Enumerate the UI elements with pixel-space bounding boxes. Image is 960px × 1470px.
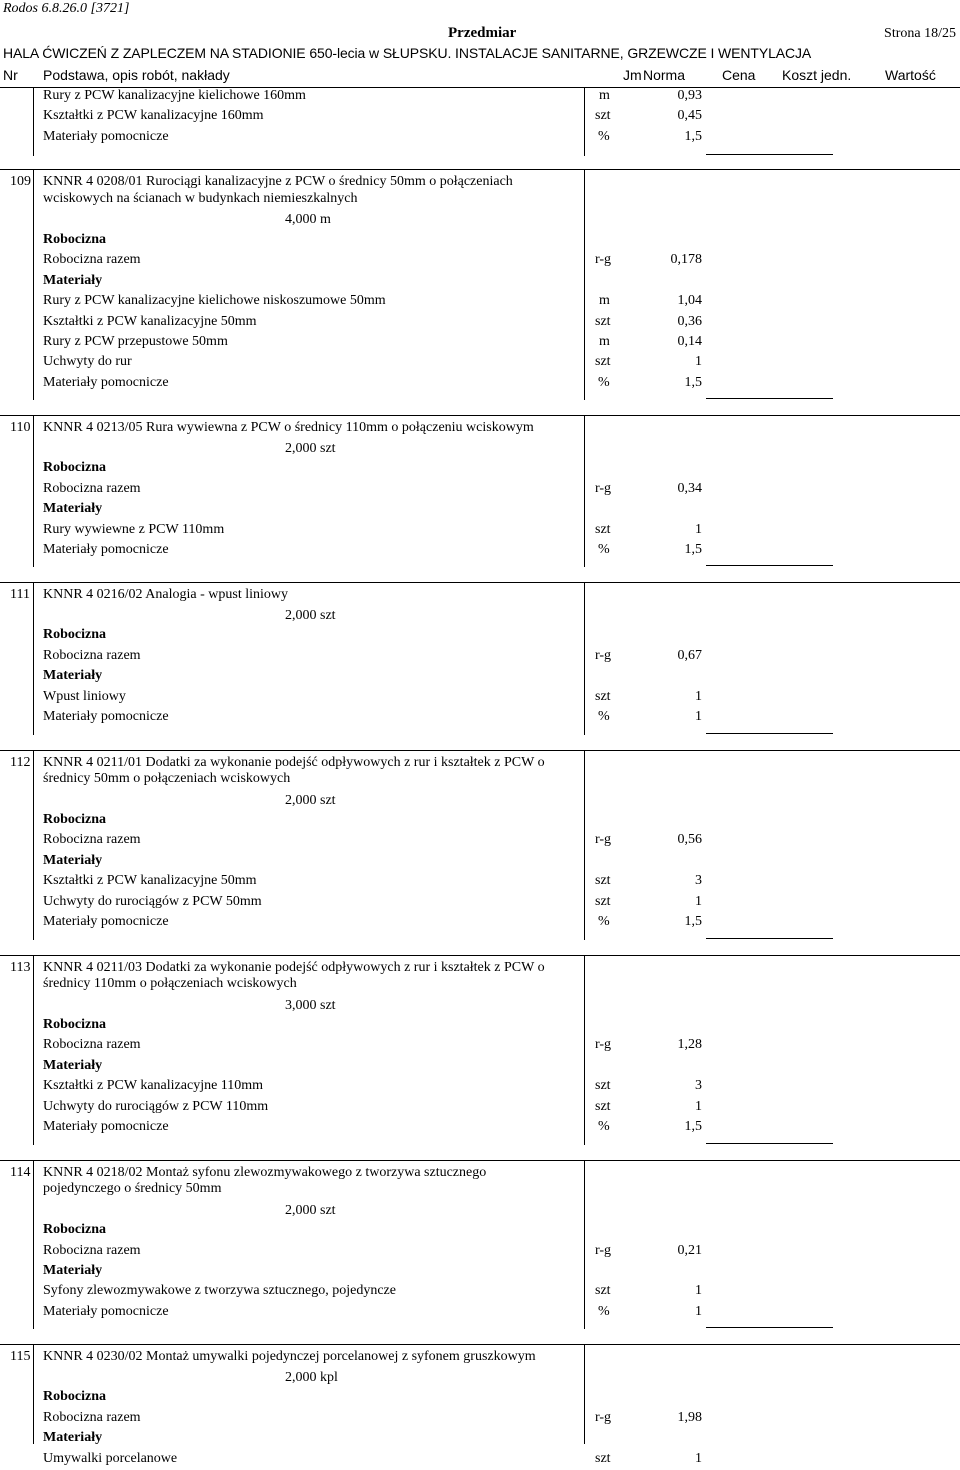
norma-cell: 0,178	[670, 252, 702, 268]
table-row	[0, 1242, 960, 1262]
resource-name: Syfony zlewozmywakowe z tworzywa sztucznego, pojedyncze	[43, 1283, 396, 1299]
norma-cell: 0,21	[677, 1242, 702, 1258]
norma-cell: 1,98	[677, 1409, 702, 1425]
table-row	[0, 87, 960, 107]
project-title: HALA ĆWICZEŃ Z ZAPLECZEM NA STADIONIE 650-lecia w SŁUPSKU. INSTALACJE SANITARNE, GRZEWCZE I WENTYLACJA	[3, 45, 812, 61]
table-row	[0, 1303, 960, 1323]
resource-name: Materiały pomocnicze	[43, 709, 169, 725]
resource-name: Materiały pomocnicze	[43, 1119, 169, 1135]
software-label: Rodos 6.8.26.0 [3721]	[3, 1, 130, 16]
table-row	[0, 333, 960, 353]
section-label: Robocizna	[43, 1222, 106, 1238]
unit-cell: szt	[595, 313, 611, 329]
resource-name: Umywalki porcelanowe	[43, 1450, 178, 1466]
table-row	[0, 667, 960, 687]
table-vertical-rule	[33, 955, 34, 1145]
table-horizontal-rule	[706, 938, 833, 939]
col-nr: Nr	[3, 67, 18, 83]
table-row	[0, 893, 960, 913]
norma-cell: 1	[695, 1450, 702, 1466]
resource-name: Materiały pomocnicze	[43, 1303, 169, 1319]
resource-name: Rury z PCW kanalizacyjne kielichowe niskoszumowe 50mm	[43, 293, 386, 309]
item-number: 114	[10, 1164, 31, 1180]
unit-cell: szt	[595, 1078, 611, 1094]
section-label: Robocizna	[43, 460, 106, 476]
unit-cell: r-g	[595, 1037, 612, 1053]
resource-name: Robocizna razem	[43, 832, 141, 848]
item-number: 109	[10, 174, 31, 190]
item-quantity: 2,000 szt	[285, 607, 336, 623]
table-horizontal-rule	[0, 1160, 960, 1161]
table-row	[0, 1282, 960, 1302]
table-row	[0, 811, 960, 831]
unit-cell: %	[598, 709, 610, 725]
resource-name: Rury z PCW przepustowe 50mm	[43, 333, 228, 349]
norma-cell: 1,5	[684, 1119, 702, 1135]
item-number: 115	[10, 1349, 31, 1365]
norma-cell: 1,04	[677, 293, 702, 309]
norma-cell: 0,93	[677, 88, 702, 103]
unit-cell: r-g	[595, 1409, 612, 1425]
table-vertical-rule	[584, 750, 585, 940]
resource-name: Robocizna razem	[43, 647, 141, 663]
norma-cell: 1	[695, 1098, 702, 1114]
table-row	[0, 251, 960, 271]
norma-cell: 1	[695, 521, 702, 537]
table-row	[0, 1118, 960, 1138]
item-title: KNNR 4 0218/02 Montaż syfonu zlewozmywakowego z tworzywa sztucznego	[43, 1164, 487, 1180]
table-row	[0, 1429, 960, 1449]
table-row	[0, 647, 960, 667]
table-horizontal-rule	[706, 398, 833, 399]
item-quantity: 2,000 kpl	[285, 1369, 338, 1385]
section-label: Materiały	[43, 1430, 103, 1446]
section-label: Robocizna	[43, 231, 106, 247]
item-number: 110	[10, 420, 31, 436]
table-row	[0, 541, 960, 561]
section-label: Materiały	[43, 501, 103, 517]
item-title: KNNR 4 0230/02 Montaż umywalki pojedynczej porcelanowej z syfonem gruszkowym	[43, 1349, 536, 1365]
resource-name: Robocizna razem	[43, 1409, 141, 1425]
item-title-continued: średnicy 110mm o połączeniach wciskowych	[43, 976, 297, 992]
section-label: Robocizna	[43, 1389, 106, 1405]
item-quantity: 3,000 szt	[285, 997, 336, 1013]
table-row	[0, 313, 960, 333]
table-vertical-rule	[584, 169, 585, 400]
unit-cell: %	[598, 1119, 610, 1135]
item-quantity: 2,000 szt	[285, 1202, 336, 1218]
table-row	[0, 107, 960, 127]
item-quantity: 2,000 szt	[285, 440, 336, 456]
item-title: KNNR 4 0211/03 Dodatki za wykonanie podejść odpływowych z rur i kształtek z PCW o	[43, 959, 545, 975]
col-wartosc: Wartość	[885, 67, 936, 83]
table-row	[0, 521, 960, 541]
table-vertical-rule	[584, 1344, 585, 1444]
table-vertical-rule	[584, 582, 585, 734]
unit-cell: m	[599, 293, 610, 309]
table-horizontal-rule	[0, 1344, 960, 1345]
unit-cell: m	[599, 88, 610, 103]
table-horizontal-rule	[706, 1143, 833, 1144]
item-title: KNNR 4 0213/05 Rura wywiewna z PCW o średnicy 110mm o połączeniu wciskowym	[43, 420, 534, 436]
unit-cell: szt	[595, 521, 611, 537]
norma-cell: 0,34	[677, 480, 702, 496]
unit-cell: %	[598, 128, 610, 144]
norma-cell: 1	[695, 688, 702, 704]
item-number: 111	[10, 587, 30, 603]
item-quantity: 4,000 m	[285, 212, 331, 228]
table-row	[0, 353, 960, 373]
resource-name: Kształtki z PCW kanalizacyjne 50mm	[43, 873, 257, 889]
table-vertical-rule	[33, 87, 34, 156]
table-row	[0, 852, 960, 872]
table-row	[0, 292, 960, 312]
norma-cell: 0,45	[677, 108, 702, 124]
resource-name: Robocizna razem	[43, 1037, 141, 1053]
document-title: Przedmiar	[448, 25, 517, 41]
norma-cell: 0,36	[677, 313, 702, 329]
section-label: Materiały	[43, 668, 103, 684]
item-title-continued: pojedynczego o średnicy 50mm	[43, 1181, 222, 1197]
table-row	[0, 831, 960, 851]
norma-cell: 0,67	[677, 647, 702, 663]
resource-name: Kształtki z PCW kanalizacyjne 160mm	[43, 108, 264, 124]
norma-cell: 1	[695, 1303, 702, 1319]
resource-name: Uchwyty do rur	[43, 354, 132, 370]
section-label: Materiały	[43, 1057, 103, 1073]
table-vertical-rule	[33, 582, 34, 734]
resource-name: Materiały pomocnicze	[43, 914, 169, 930]
resource-name: Uchwyty do rurociągów z PCW 50mm	[43, 893, 262, 909]
resource-name: Materiały pomocnicze	[43, 374, 169, 390]
resource-name: Robocizna razem	[43, 252, 141, 268]
resource-name: Wpust liniowy	[43, 688, 126, 704]
table-row	[0, 708, 960, 728]
norma-cell: 1,5	[684, 128, 702, 144]
table-row	[0, 459, 960, 479]
unit-cell: r-g	[595, 1242, 612, 1258]
table-row	[0, 231, 960, 251]
resource-name: Uchwyty do rurociągów z PCW 110mm	[43, 1098, 269, 1114]
resource-name: Robocizna razem	[43, 480, 141, 496]
table-vertical-rule	[584, 1160, 585, 1330]
unit-cell: %	[598, 542, 610, 557]
unit-cell: szt	[595, 893, 611, 909]
table-row	[0, 500, 960, 520]
table-row	[0, 1057, 960, 1077]
table-horizontal-rule	[0, 750, 960, 751]
norma-cell: 0,56	[677, 832, 702, 848]
unit-cell: r-g	[595, 252, 612, 268]
unit-cell: szt	[595, 873, 611, 889]
table-row	[0, 480, 960, 500]
norma-cell: 0,14	[677, 333, 702, 349]
table-vertical-rule	[33, 169, 34, 400]
table-row	[0, 1262, 960, 1282]
unit-cell: %	[598, 374, 610, 390]
unit-cell: %	[598, 1303, 610, 1319]
norma-cell: 3	[695, 873, 702, 889]
item-number: 113	[10, 959, 31, 975]
table-row	[0, 626, 960, 646]
resource-name: Materiały pomocnicze	[43, 542, 169, 557]
page-number: Strona 18/25	[884, 26, 956, 41]
unit-cell: r-g	[595, 832, 612, 848]
table-vertical-rule	[33, 750, 34, 940]
item-quantity: 2,000 szt	[285, 792, 336, 808]
table-horizontal-rule	[0, 415, 960, 416]
section-label: Robocizna	[43, 1017, 106, 1032]
table-horizontal-rule	[706, 1327, 833, 1328]
resource-name: Materiały pomocnicze	[43, 128, 169, 144]
unit-cell: szt	[595, 354, 611, 370]
table-vertical-rule	[33, 415, 34, 567]
table-horizontal-rule	[0, 169, 960, 170]
table-row	[0, 374, 960, 394]
table-row	[0, 1036, 960, 1056]
table-vertical-rule	[33, 1344, 34, 1444]
resource-name: Robocizna razem	[43, 1242, 141, 1258]
norma-cell: 1	[695, 354, 702, 370]
table-vertical-rule	[584, 87, 585, 156]
table-vertical-rule	[584, 955, 585, 1145]
section-label: Robocizna	[43, 811, 106, 827]
item-title-continued: wciskowych na ścianach w budynkach niemieszkalnych	[43, 190, 358, 206]
table-horizontal-rule	[706, 733, 833, 734]
table-row	[0, 1221, 960, 1241]
table-row	[0, 872, 960, 892]
norma-cell: 1,5	[684, 542, 702, 557]
unit-cell: r-g	[595, 480, 612, 496]
col-desc: Podstawa, opis robót, nakłady	[43, 67, 230, 83]
table-row	[0, 1016, 960, 1036]
item-title: KNNR 4 0216/02 Analogia - wpust liniowy	[43, 587, 288, 603]
norma-cell: 1	[695, 709, 702, 725]
item-number: 112	[10, 754, 31, 770]
section-label: Materiały	[43, 852, 103, 868]
table-row	[0, 1098, 960, 1118]
table-row	[0, 688, 960, 708]
norma-cell: 1	[695, 1283, 702, 1299]
table-row	[0, 1450, 960, 1470]
table-row	[0, 913, 960, 933]
unit-cell: szt	[595, 1283, 611, 1299]
norma-cell: 1,5	[684, 914, 702, 930]
col-koszt: Koszt jedn.	[782, 67, 852, 83]
unit-cell: szt	[595, 108, 611, 124]
norma-cell: 1	[695, 893, 702, 909]
resource-name: Kształtki z PCW kanalizacyjne 50mm	[43, 313, 257, 329]
table-horizontal-rule	[706, 565, 833, 566]
item-title: KNNR 4 0208/01 Rurociągi kanalizacyjne z PCW o średnicy 50mm o połączeniach	[43, 174, 513, 190]
resource-name: Kształtki z PCW kanalizacyjne 110mm	[43, 1078, 264, 1094]
section-label: Robocizna	[43, 627, 106, 643]
unit-cell: %	[598, 914, 610, 930]
norma-cell: 1,28	[677, 1037, 702, 1053]
table-horizontal-rule	[0, 955, 960, 956]
table-row	[0, 1388, 960, 1408]
norma-cell: 1,5	[684, 374, 702, 390]
col-norma: Norma	[643, 67, 686, 83]
col-cena: Cena	[722, 67, 756, 83]
table-row	[0, 272, 960, 292]
unit-cell: szt	[595, 1450, 611, 1466]
section-label: Materiały	[43, 272, 103, 288]
resource-name: Rury wywiewne z PCW 110mm	[43, 521, 225, 537]
unit-cell: szt	[595, 1098, 611, 1114]
column-header	[0, 66, 960, 86]
resource-name: Rury z PCW kanalizacyjne kielichowe 160mm	[43, 88, 306, 103]
unit-cell: szt	[595, 688, 611, 704]
norma-cell: 3	[695, 1078, 702, 1094]
table-vertical-rule	[584, 415, 585, 567]
col-jm: Jm	[623, 67, 642, 83]
section-label: Materiały	[43, 1262, 103, 1278]
table-row	[0, 1077, 960, 1097]
unit-cell: m	[599, 333, 610, 349]
table-row	[0, 1409, 960, 1429]
table-horizontal-rule	[0, 582, 960, 583]
item-title-continued: średnicy 50mm o połączeniach wciskowych	[43, 771, 291, 787]
table-vertical-rule	[33, 1160, 34, 1330]
table-row	[0, 128, 960, 148]
unit-cell: r-g	[595, 647, 612, 663]
item-title: KNNR 4 0211/01 Dodatki za wykonanie podejść odpływowych z rur i kształtek z PCW o	[43, 754, 545, 770]
table-horizontal-rule	[706, 154, 833, 155]
